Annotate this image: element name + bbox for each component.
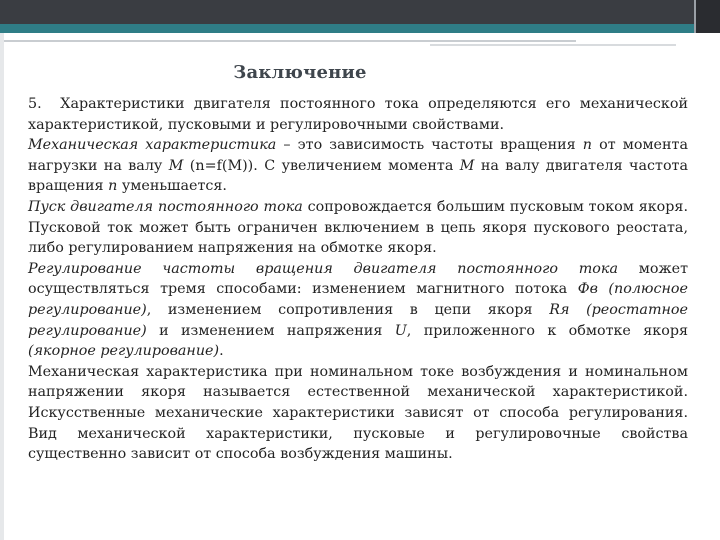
slide-body <box>28 94 688 465</box>
paragraph-characteristics: 5. Характеристики двигателя постоянного тока определяются его механической характеристикой, пусковыми и регулировочными свойствами. <box>28 96 688 133</box>
paragraph-start: Пуск двигателя постоянного тока сопровождается большим пусковым током якоря. Пусковой ток может быть ограничен включением в цепь якоря пускового реостата, либо регулированием напряжения на обмотке якоря. <box>28 198 688 257</box>
left-margin-rule <box>0 33 4 540</box>
formula: (n=f(M)) <box>183 157 254 174</box>
slide-title: Заключение <box>233 62 367 83</box>
decorative-line-short <box>430 44 676 46</box>
item-number: 5. <box>28 96 42 112</box>
term-speed-control: Регулирование частоты вращения двигателя постоянного тока <box>28 260 618 277</box>
accent-bar <box>0 24 720 33</box>
term-start: Пуск двигателя постоянного тока <box>28 198 303 215</box>
paragraph-speed-control: Регулирование частоты вращения двигателя постоянного тока может осуществляться тремя способами: изменением магнитного потока Фв (полюсное регулирование), изменением сопротивления в цепи якоря Rя (реостатное регулирование) и изменением напряжения U, приложенного к обмотке якоря (якорное регулирование). <box>28 260 689 360</box>
decorative-line <box>0 40 576 42</box>
corner-decoration <box>694 0 720 33</box>
top-bar <box>0 0 720 24</box>
term-mechanical: Механическая характеристика <box>28 137 277 154</box>
paragraph-mechanical: Механическая характеристика – это зависимость частоты вращения n от момента нагрузки на валу M (n=f(M)). С увеличением момента M на валу двигателя частота вращения n уменьшается. <box>28 137 688 195</box>
paragraph-natural-characteristic: Механическая характеристика при номинальном токе возбуждения и номинальном напряжении якоря называется естественной механической характеристикой. Искусственные механические характеристики зависят от способа регулирования. Вид механической характеристики, пусковые и регулировочные свойства существенно зависит от способа возбуждения машины. <box>28 363 688 463</box>
